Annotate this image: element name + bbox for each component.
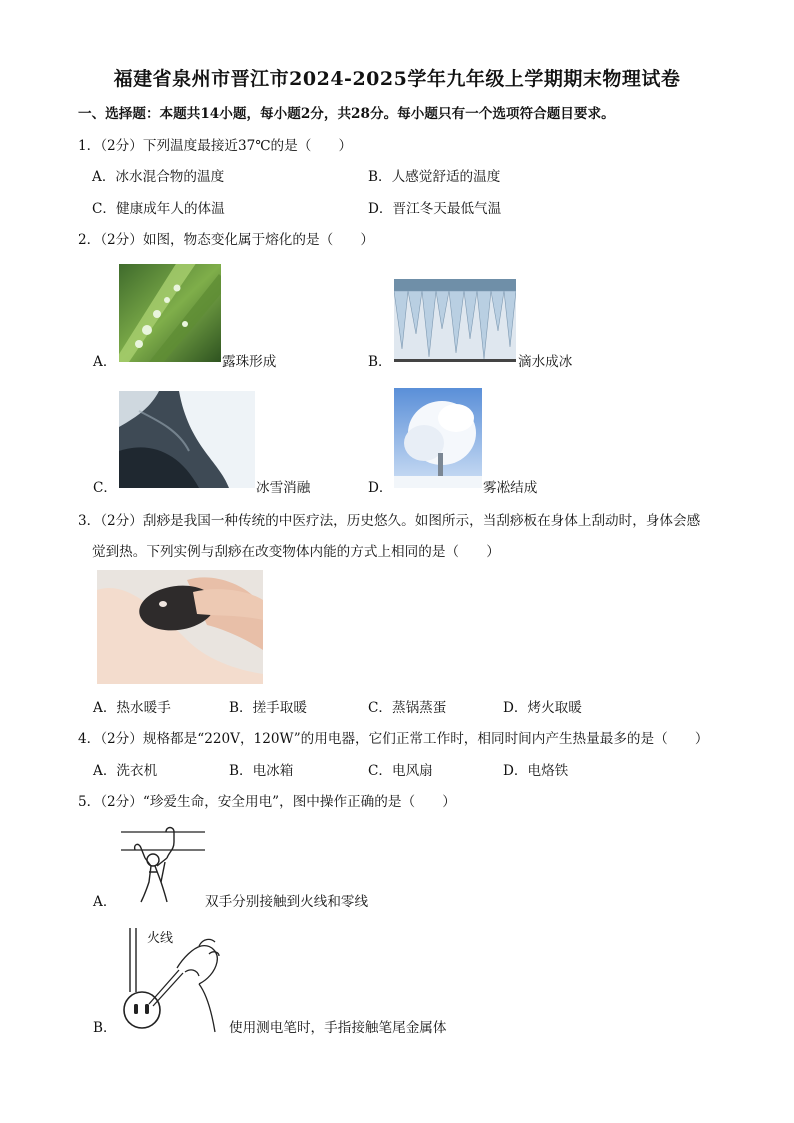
q4-stem: 4．（2分）规格都是“220V，120W”的用电器，它们正常工作时，相同时间内产生热量最多的是（ ） xyxy=(78,731,709,747)
icicles-photo xyxy=(394,279,516,362)
q4-option-a: A．洗衣机 xyxy=(93,763,158,779)
q4-option-c: C．电风扇 xyxy=(368,763,433,779)
q3-option-c: C．蒸锅蒸蛋 xyxy=(368,700,447,716)
dewdrop-photo xyxy=(119,264,221,362)
q2-option-c-caption: 冰雪消融 xyxy=(256,480,311,496)
q5-option-a-caption: 双手分别接触到火线和零线 xyxy=(205,894,369,910)
q1-option-b: B．人感觉舒适的温度 xyxy=(368,169,501,185)
q5-option-b-letter: B． xyxy=(93,1020,117,1036)
melting-snow-photo xyxy=(119,391,255,488)
q4-option-b: B．电冰箱 xyxy=(229,763,294,779)
q3-stem-line2: 觉到热。下列实例与刮痧在改变物体内能的方式上相同的是（ ） xyxy=(92,544,500,560)
q1-option-c: C．健康成年人的体温 xyxy=(92,201,225,217)
q1-stem: 1．（2分）下列温度最接近37℃的是（ ） xyxy=(78,138,353,154)
q4-option-d: D．电烙铁 xyxy=(503,763,569,779)
q5-option-b-caption: 使用测电笔时，手指接触笔尾金属体 xyxy=(229,1020,447,1036)
q2-option-b-caption: 滴水成冰 xyxy=(518,354,573,370)
live-wire-label: 火线 xyxy=(147,931,174,946)
exam-title: 福建省泉州市晋江市2024-2025学年九年级上学期期末物理试卷 xyxy=(113,68,681,90)
q5-option-a-letter: A． xyxy=(93,894,117,910)
test-pen-figure xyxy=(119,928,229,1036)
gua-sha-photo xyxy=(97,570,263,684)
q1-option-a: A．冰水混合物的温度 xyxy=(92,169,225,185)
q2-option-a-letter: A． xyxy=(93,354,117,370)
hanging-person-figure xyxy=(121,822,205,908)
q3-option-d: D．烤火取暖 xyxy=(503,700,582,716)
q2-option-b-letter: B． xyxy=(368,354,392,370)
q3-stem-line1: 3．（2分）刮痧是我国一种传统的中医疗法，历史悠久。如图所示，当刮痧板在身体上刮动时，身体会感 xyxy=(78,513,701,529)
q3-option-b: B．搓手取暖 xyxy=(229,700,307,716)
q2-option-c-letter: C． xyxy=(93,480,117,496)
q2-option-d-letter: D． xyxy=(368,480,393,496)
section-heading: 一、选择题：本题共14小题，每小题2分，共28分。每小题只有一个选项符合题目要求。 xyxy=(78,106,615,122)
rime-tree-photo xyxy=(394,388,482,488)
q3-option-a: A．热水暖手 xyxy=(93,700,171,716)
q5-stem: 5．（2分）“珍爱生命，安全用电”，图中操作正确的是（ ） xyxy=(78,794,456,810)
q2-option-a-caption: 露珠形成 xyxy=(222,354,277,370)
q1-option-d: D．晋江冬天最低气温 xyxy=(368,201,502,217)
q2-stem: 2．（2分）如图，物态变化属于熔化的是（ ） xyxy=(78,232,374,248)
q2-option-d-caption: 雾凇结成 xyxy=(483,480,538,496)
